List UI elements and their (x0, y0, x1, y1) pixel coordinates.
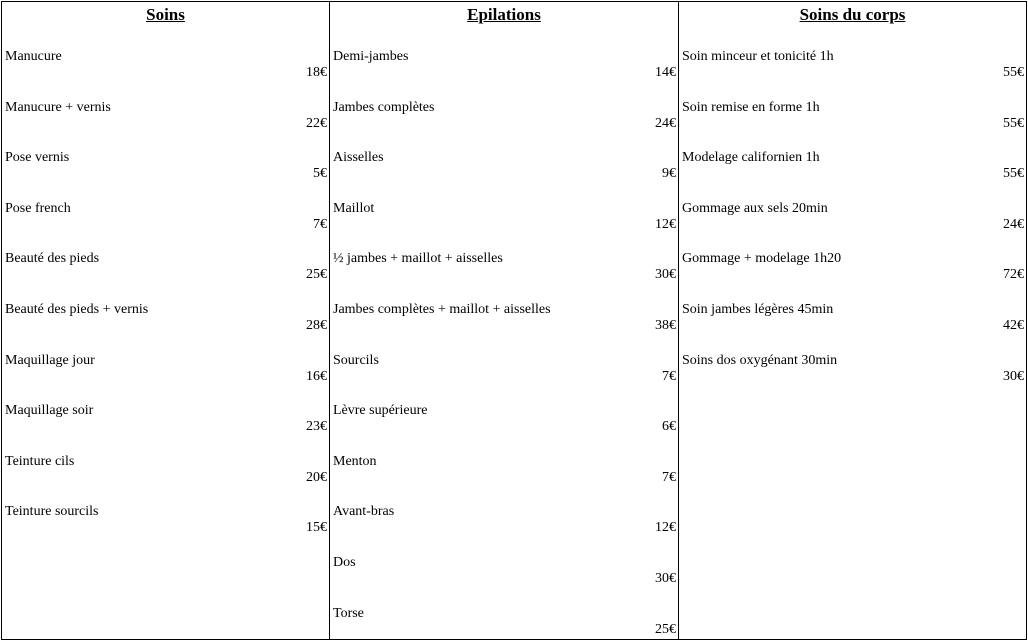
service-price: 38€ (655, 318, 676, 333)
price-row (5, 454, 327, 488)
price-row (5, 100, 327, 134)
price-row (5, 353, 327, 387)
price-row (682, 49, 1024, 83)
service-name: Pose vernis (5, 150, 70, 166)
price-row (682, 150, 1024, 184)
column-title: Soins du corps (799, 5, 906, 24)
price-row (333, 353, 676, 387)
price-row (333, 251, 676, 285)
service-name: Beauté des pieds (5, 251, 100, 267)
column-epilations (329, 2, 678, 639)
service-price: 16€ (306, 368, 327, 384)
price-row (5, 49, 327, 83)
service-name: Manucure (5, 49, 62, 64)
price-row (5, 251, 327, 285)
service-price: 25€ (655, 621, 676, 637)
service-name: Maquillage jour (5, 352, 95, 368)
service-name: Manucure + vernis (5, 99, 111, 115)
service-price: 24€ (1003, 216, 1024, 232)
service-name: Soin minceur et tonicité 1h (682, 49, 834, 64)
service-name: Soins dos oxygénant 30min (682, 352, 838, 368)
price-row (333, 302, 676, 336)
service-name: Menton (333, 453, 377, 469)
service-price: 12€ (655, 216, 676, 232)
service-price: 24€ (655, 115, 676, 131)
service-price: 30€ (1003, 368, 1024, 384)
service-name: Aisselles (333, 150, 384, 166)
price-row (333, 504, 676, 538)
service-price: 30€ (655, 267, 676, 283)
service-name: Modelage californien 1h (682, 150, 820, 166)
service-price: 14€ (655, 65, 676, 80)
service-price: 5€ (313, 166, 327, 182)
service-price: 28€ (306, 318, 327, 333)
service-price: 20€ (306, 469, 327, 485)
price-row (333, 49, 676, 83)
price-row (682, 100, 1024, 134)
service-price: 25€ (306, 267, 327, 283)
service-price: 6€ (662, 419, 676, 435)
price-row (682, 251, 1024, 285)
service-name: Maquillage soir (5, 403, 94, 419)
price-row (333, 100, 676, 134)
service-price: 9€ (662, 166, 676, 182)
service-name: Lèvre supérieure (333, 403, 428, 419)
service-name: Avant-bras (333, 504, 395, 520)
service-name: Jambes complètes + maillot + aisselles (333, 302, 551, 317)
service-name: Demi-jambes (333, 49, 409, 64)
service-name: Gommage + modelage 1h20 (682, 251, 842, 267)
price-row (333, 150, 676, 184)
service-name: Pose french (5, 200, 71, 216)
service-name: Jambes complètes (333, 99, 435, 115)
service-name: Maillot (333, 200, 375, 216)
service-name: Torse (333, 605, 364, 621)
price-row (5, 403, 327, 437)
price-row (5, 302, 327, 336)
service-price: 55€ (1003, 65, 1024, 80)
service-price: 23€ (306, 419, 327, 435)
service-price: 42€ (1003, 318, 1024, 333)
service-name: Teinture cils (5, 453, 75, 469)
column-soins (2, 2, 329, 639)
service-name: ½ jambes + maillot + aisselles (333, 251, 503, 267)
price-row (333, 403, 676, 437)
service-name: Dos (333, 555, 356, 570)
service-price: 72€ (1003, 267, 1024, 283)
service-price: 7€ (313, 216, 327, 232)
service-price: 55€ (1003, 166, 1024, 182)
price-row (333, 201, 676, 235)
service-price: 7€ (662, 368, 676, 384)
price-row (333, 606, 676, 640)
price-row (5, 201, 327, 235)
price-row (682, 353, 1024, 387)
service-name: Sourcils (333, 352, 379, 368)
service-name: Soin jambes légères 45min (682, 302, 834, 317)
service-name: Teinture sourcils (5, 504, 99, 520)
service-price: 7€ (662, 469, 676, 485)
service-name: Gommage aux sels 20min (682, 200, 828, 216)
service-price: 18€ (306, 65, 327, 80)
price-row (333, 454, 676, 488)
service-name: Beauté des pieds + vernis (5, 302, 149, 317)
column-title: Soins (146, 5, 185, 24)
price-row (5, 150, 327, 184)
column-title: Epilations (467, 5, 541, 24)
service-price: 30€ (655, 571, 676, 586)
price-table (1, 1, 1027, 640)
service-price: 15€ (306, 520, 327, 536)
service-price: 22€ (306, 115, 327, 131)
price-row (333, 555, 676, 589)
service-price: 12€ (655, 520, 676, 536)
price-row (682, 201, 1024, 235)
column-soins-du-corps (678, 2, 1026, 639)
price-row (5, 504, 327, 538)
service-name: Soin remise en forme 1h (682, 99, 820, 115)
price-row (682, 302, 1024, 336)
service-price: 55€ (1003, 115, 1024, 131)
